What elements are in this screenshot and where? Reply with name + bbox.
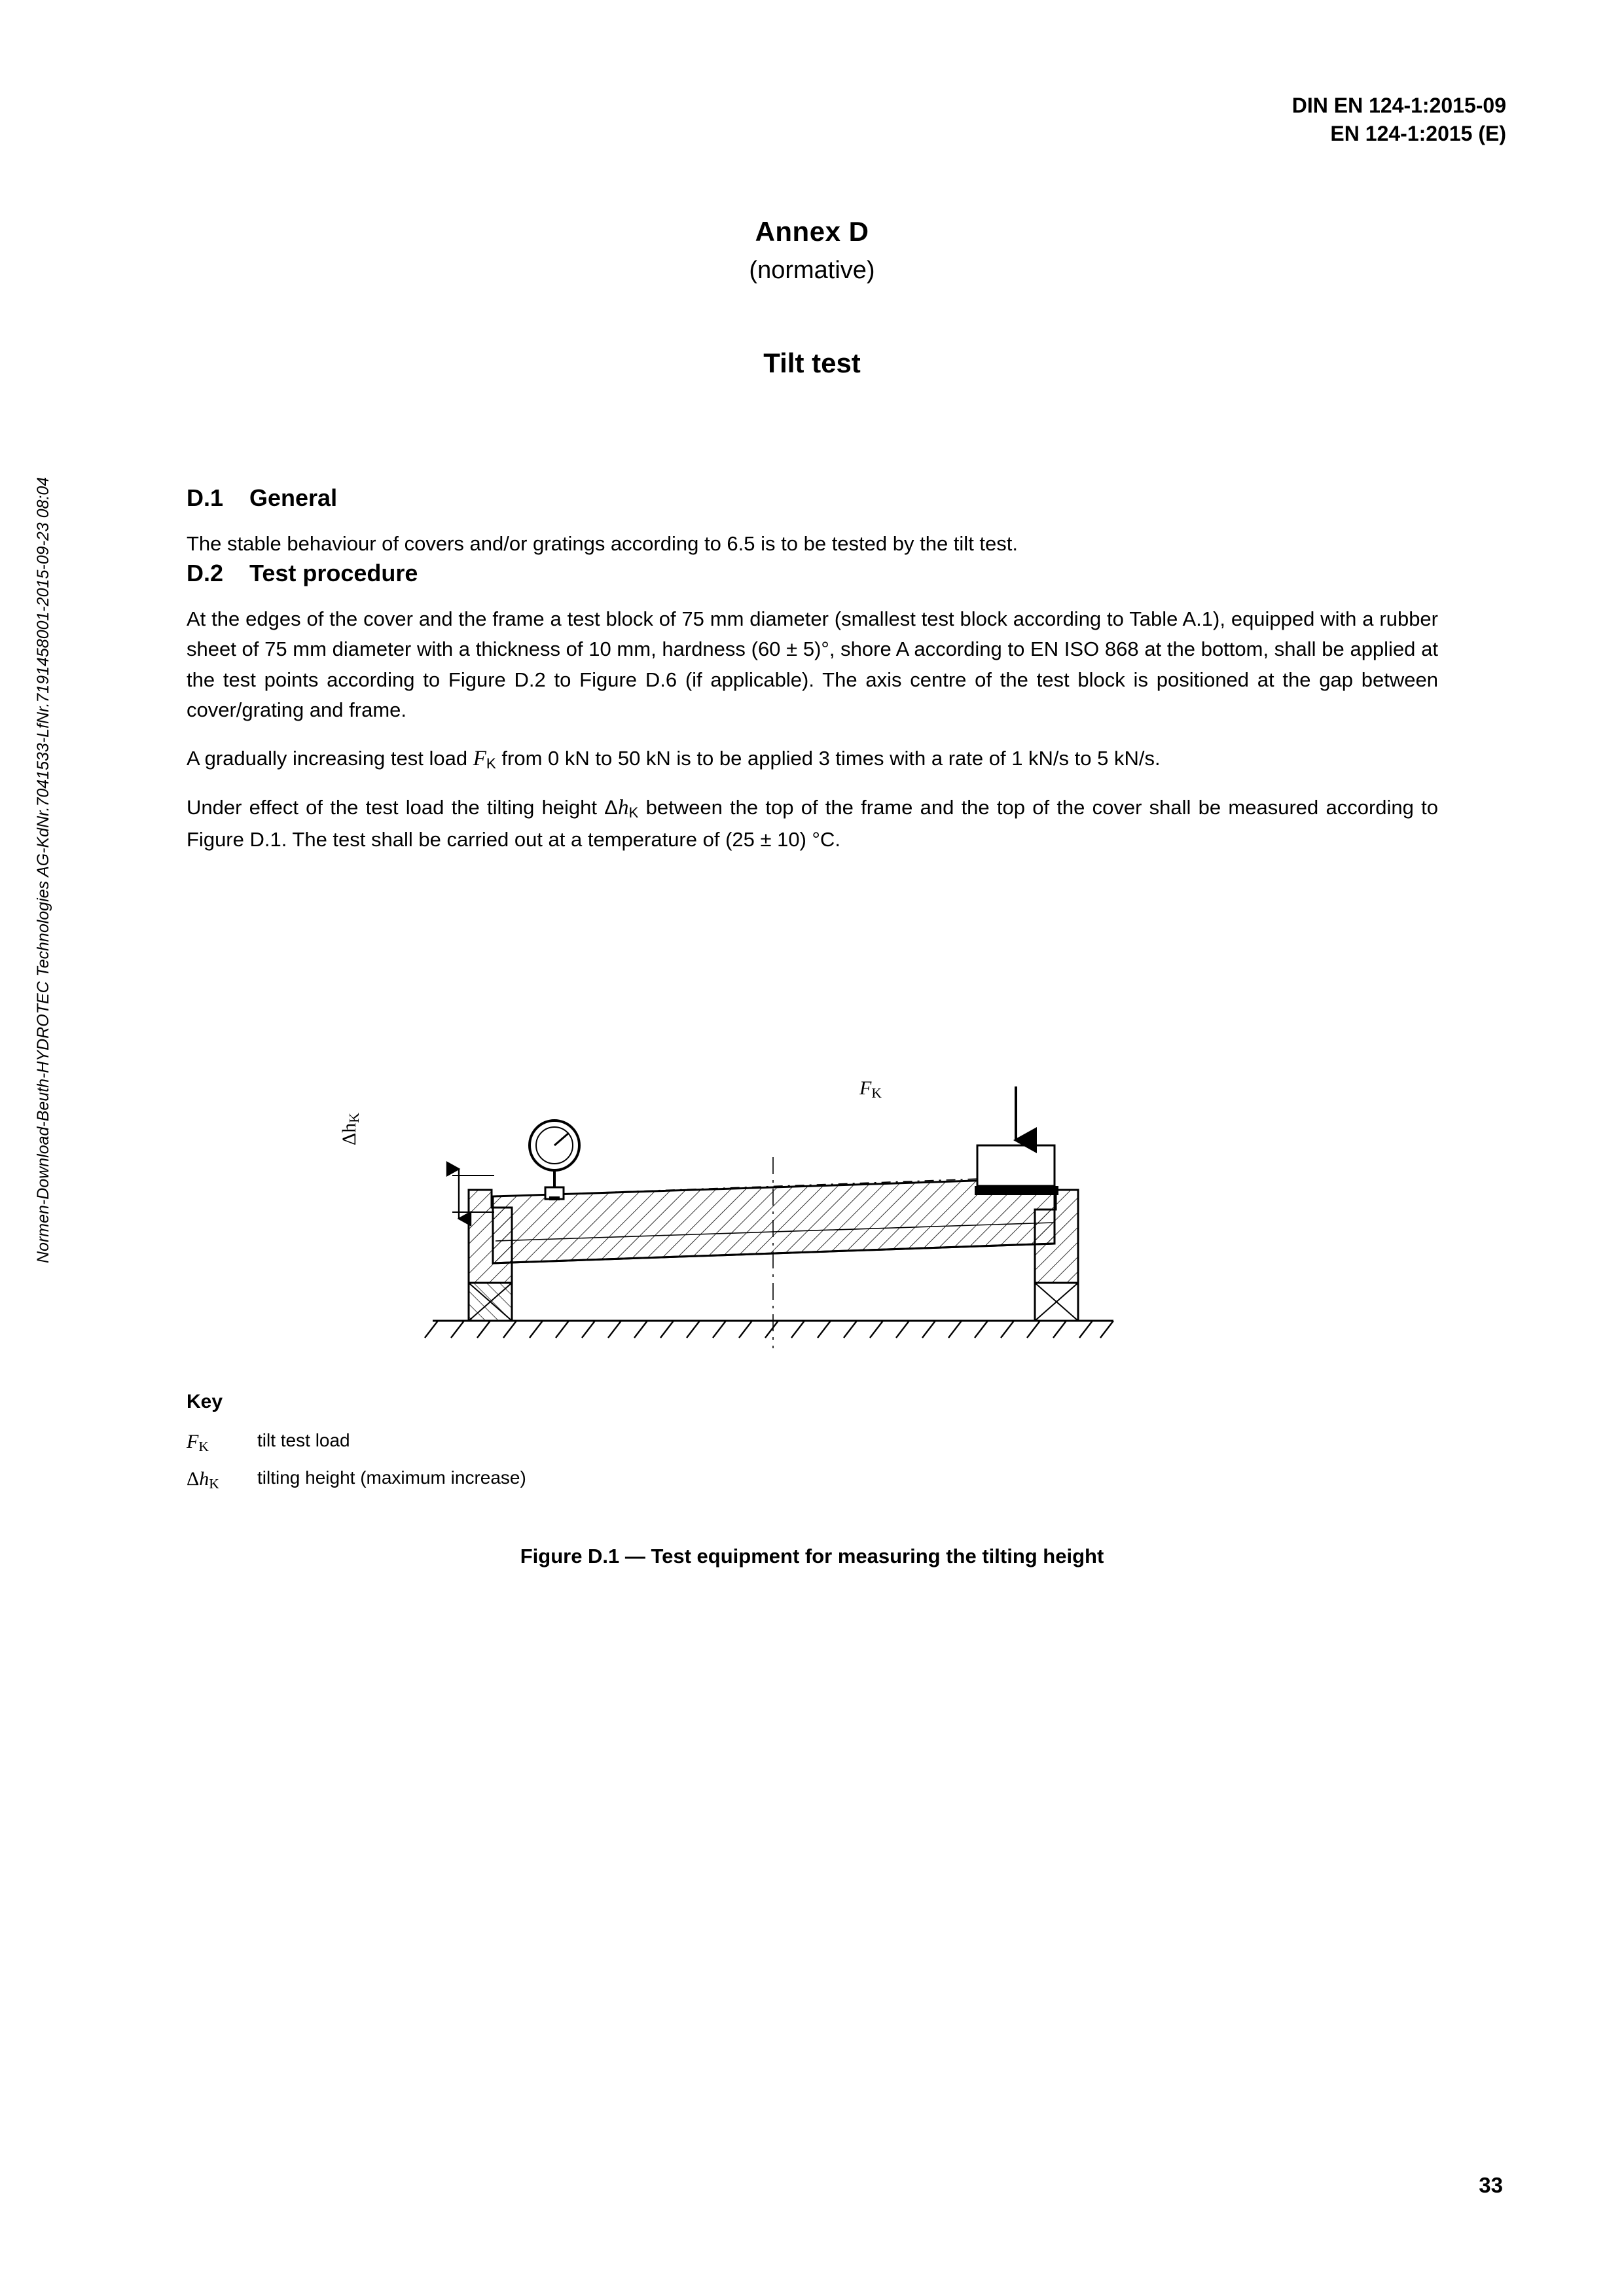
section-title-d1: General (249, 484, 338, 511)
key-symbol-h-letter: h (199, 1468, 209, 1490)
symbol-tilting-height-subscript: K (628, 804, 639, 821)
key-item-force (187, 1427, 1438, 1457)
section-heading-d2 (187, 560, 1438, 587)
section-number-d1: D.1 (187, 484, 224, 511)
figure-label-delta-h-text: Δh (338, 1122, 360, 1145)
figure-label-delta-h-sub: K (346, 1113, 362, 1123)
paragraph-d2-3-post: between the top of the frame and the top of the cover shall be measured according to Figure D.1. The test shall be carried out at a temperature of (25 ± 10) °C. (187, 796, 1438, 851)
section-title-d2: Test procedure (249, 559, 418, 586)
header-standard-line2: EN 124-1:2015 (E) (1330, 122, 1506, 146)
figure-label-force-text: F (859, 1077, 872, 1099)
key-symbol-h-sub: K (209, 1475, 219, 1492)
paragraph-d2-3 (187, 792, 1438, 855)
key-symbol-tilting-height (187, 1465, 257, 1494)
symbol-test-load: F (473, 746, 486, 770)
figure-caption: Figure D.1 — Test equipment for measuring the tilting height (520, 1545, 1104, 1568)
annex-title: Annex D (755, 216, 869, 247)
paragraph-d2-2-pre: A gradually increasing test load (187, 746, 473, 770)
annex-subtitle: (normative) (749, 257, 875, 284)
key-symbol-delta: Δ (187, 1468, 200, 1490)
key-item-tilting-height (187, 1465, 1438, 1494)
document-header (1292, 92, 1506, 148)
figure-label-force (859, 1077, 882, 1102)
key-desc-tilting-height: tilting height (maximum increase) (257, 1467, 526, 1488)
paragraph-d1-1: The stable behaviour of covers and/or gratings according to 6.5 is to be tested by the tilt test. (187, 532, 1019, 555)
annex-title-block (0, 216, 1624, 379)
page-number: 33 (1479, 2173, 1503, 2197)
figure-key (187, 1391, 1438, 1502)
figure-d1 (187, 1047, 1438, 1388)
paragraph-d2-2-post: from 0 kN to 50 kN is to be applied 3 times with a rate of 1 kN/s to 5 kN/s. (496, 746, 1161, 770)
paragraph-d2-2 (187, 743, 1438, 776)
header-standard-line1: DIN EN 124-1:2015-09 (1291, 94, 1506, 117)
paragraph-d2-1: At the edges of the cover and the frame a test block of 75 mm diameter (smallest test block according to Table A.1), equipped with a rubber sheet of 75 mm diameter with a thickness of 10 mm, hardness (60 ± 5)°, shore A according to EN ISO 868 at the bottom, shall be applied at the test points according to Figure D.2 to Figure D.6 (if applicable). The axis centre of the test block is positioned at the gap between cover/grating and frame. (187, 607, 1438, 721)
annex-name: Tilt test (763, 348, 861, 378)
symbol-tilting-height: h (617, 796, 629, 819)
section-number-d2: D.2 (187, 559, 224, 586)
symbol-test-load-subscript: K (486, 755, 496, 772)
key-symbol-force-letter: F (187, 1431, 199, 1452)
figure-d1-drawing (354, 1047, 1271, 1374)
figure-label-force-sub: K (871, 1085, 882, 1101)
key-symbol-force-sub: K (198, 1438, 209, 1454)
key-desc-force: tilt test load (257, 1430, 350, 1450)
key-symbol-force (187, 1427, 257, 1457)
key-title: Key (187, 1391, 223, 1412)
figure-label-delta-h (338, 1113, 363, 1145)
main-content (187, 484, 1438, 855)
download-watermark: Normen-Download-Beuth-HYDROTEC Technologies AG-KdNr.7041533-LfNr.7191458001-2015-09-23 08:04 (34, 476, 52, 1263)
paragraph-d2-3-pre: Under effect of the test load the tilting height Δ (187, 796, 618, 819)
section-heading-d1 (187, 484, 1438, 512)
